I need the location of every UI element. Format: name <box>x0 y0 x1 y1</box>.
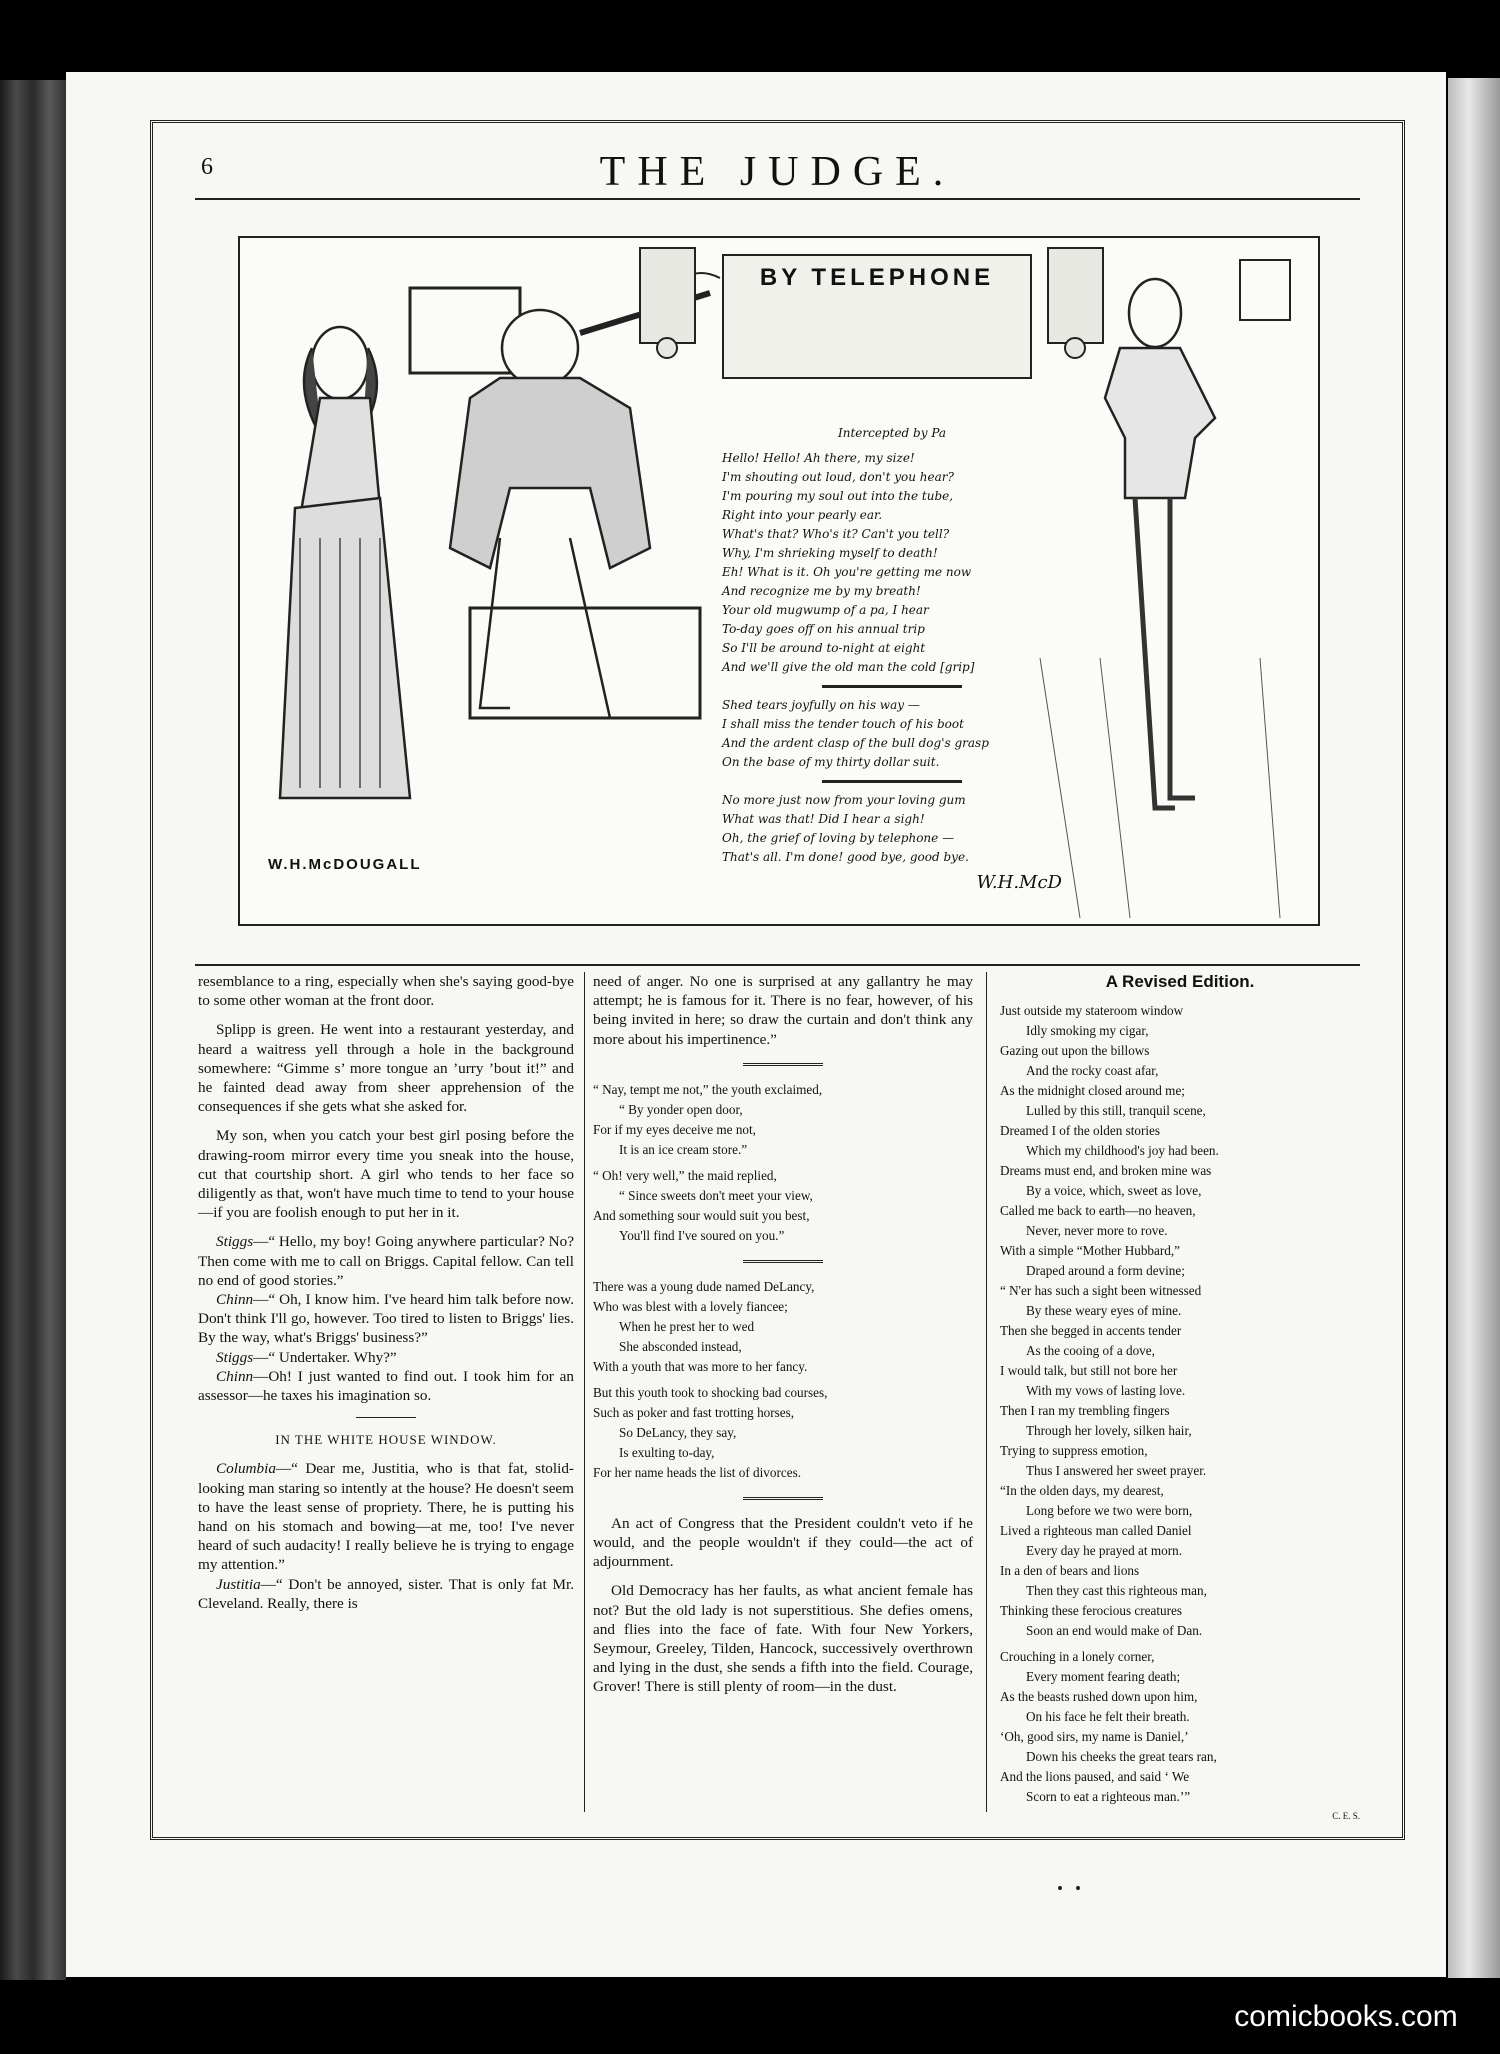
letter-line: Shed tears joyfully on his way — <box>722 698 920 712</box>
letter-line: What's that? Who's it? Can't you tell? <box>722 527 950 541</box>
letter-stanza-3 <box>722 791 1062 867</box>
verse-line: As the midnight closed around me; <box>1000 1083 1185 1099</box>
text-column-2 <box>593 972 973 1707</box>
page-number: 6 <box>201 154 213 180</box>
speck <box>1076 1886 1080 1890</box>
verse-line: Idly smoking my cigar, <box>1026 1023 1149 1039</box>
poem-revised-edition <box>1000 1001 1360 1807</box>
verse-line: Then I ran my trembling fingers <box>1000 1403 1170 1419</box>
floor-lines <box>1040 658 1280 918</box>
dialogue-line <box>198 1348 574 1367</box>
section-divider <box>743 1260 823 1263</box>
handwritten-letter <box>722 424 1062 892</box>
verse-line: By a voice, which, sweet as love, <box>1026 1183 1202 1199</box>
verse-line: On his face he felt their breath. <box>1026 1709 1190 1725</box>
speaker-name: Chinn <box>216 1291 254 1309</box>
verse-line: With my vows of lasting love. <box>1026 1383 1186 1399</box>
verse-line: It is an ice cream store.” <box>619 1141 748 1157</box>
letter-line: And recognize me by my breath! <box>722 584 921 598</box>
verse-line: For her name heads the list of divorces. <box>593 1464 802 1480</box>
verse-line: Just outside my stateroom window <box>1000 1003 1184 1019</box>
verse-line: “ Since sweets don't meet your view, <box>619 1187 813 1203</box>
verse-line: By these weary eyes of mine. <box>1026 1303 1182 1319</box>
speaker-name: Columbia <box>216 1460 276 1478</box>
verse-line: Then they cast this righteous man, <box>1026 1583 1207 1599</box>
verse-line: For if my eyes deceive me not, <box>593 1121 756 1137</box>
verse-line: There was a young dude named DeLancy, <box>593 1278 815 1294</box>
verse-line: “ N'er has such a sight been witnessed <box>1000 1283 1202 1299</box>
letter-signature: W.H.McD <box>976 872 1062 893</box>
text-column-1 <box>198 972 574 1623</box>
letter-line: Hello! Hello! Ah there, my size! <box>722 451 915 465</box>
verse-line: And something sour would suit you best, <box>593 1207 810 1223</box>
letter-line: On the base of my thirty dollar suit. <box>722 755 940 769</box>
poem-initials: C. E. S. <box>1332 1811 1360 1822</box>
verse-line: Which my childhood's joy had been. <box>1026 1143 1219 1159</box>
letter-line: Right into your pearly ear. <box>722 508 883 522</box>
verse-line: In a den of bears and lions <box>1000 1563 1140 1579</box>
verse-line: As the cooing of a dove, <box>1026 1343 1155 1359</box>
verse-line: But this youth took to shocking bad courses, <box>593 1384 828 1400</box>
masthead-title: THE JUDGE. <box>599 149 956 195</box>
watermark-label: comicbooks.com <box>1230 1994 1462 2040</box>
verse-line: Long before we two were born, <box>1026 1503 1193 1519</box>
verse-line: Gazing out upon the billows <box>1000 1043 1150 1059</box>
dialogue-line <box>198 1232 574 1290</box>
section-heading: IN THE WHITE HOUSE WINDOW. <box>275 1432 497 1448</box>
verse-line: Draped around a form devine; <box>1026 1263 1185 1279</box>
letter-line: No more just now from your loving gum <box>722 793 966 807</box>
paragraph: Old Democracy has her faults, as what ancient female has not? But the old lady is not superstitious. She defies omens, and flies into the face of fate. With four New Yorkers, Seymour, Greeley, Tilden, Hancock, successively overthrown and lying in the dust, she sends a fifth into the field. Courage, Grover! There is still plenty of room—in the dust. <box>593 1582 973 1696</box>
verse-line: With a simple “Mother Hubbard,” <box>1000 1243 1181 1259</box>
verse-line: “ Nay, tempt me not,” the youth exclaimed, <box>593 1081 823 1097</box>
verse-line: “In the olden days, my dearest, <box>1000 1483 1164 1499</box>
speech-text: —“ Don't be annoyed, sister. That is only fat Mr. Cleveland. Really, there is <box>198 1575 574 1612</box>
verse-line: Dreams must end, and broken mine was <box>1000 1163 1212 1179</box>
dialogue-line <box>198 1575 574 1613</box>
verse-line: And the lions paused, and said ‘ We <box>1000 1769 1190 1785</box>
speaker-name: Stiggs <box>216 1348 254 1366</box>
verse-line: She absconded instead, <box>619 1338 742 1354</box>
letter-line: I shall miss the tender touch of his boot <box>722 717 964 731</box>
speech-text: —“ Undertaker. Why?” <box>253 1348 397 1366</box>
verse-line: Thus I answered her sweet prayer. <box>1026 1463 1207 1479</box>
paragraph: My son, when you catch your best girl posing before the drawing-room mirror every time you sneak into the house, cut that courtship short. A girl who tends to her face so diligently as that, won't have much time to tend to your house—if you are foolish enough to put her in it. <box>198 1127 574 1222</box>
dialogue-line <box>198 1367 574 1405</box>
letter-line: Eh! What is it. Oh you're getting me now <box>722 565 972 579</box>
telephone-banner <box>722 254 1032 379</box>
banner-title: BY TELEPHONE <box>759 264 995 291</box>
letter-line: So I'll be around to-night at eight <box>722 641 926 655</box>
dialogue-line <box>198 1459 574 1574</box>
verse-line: Then she begged in accents tender <box>1000 1323 1182 1339</box>
letter-line: To-day goes off on his annual trip <box>722 622 925 636</box>
speech-text: —Oh! I just wanted to find out. I took him for an assessor—he taxes his imagination so. <box>198 1367 574 1405</box>
verse-line: Lived a righteous man called Daniel <box>1000 1523 1192 1539</box>
letter-line: I'm shouting out loud, don't you hear? <box>722 470 954 484</box>
letter-line: And the ardent clasp of the bull dog's grasp <box>722 736 989 750</box>
poem-title: A Revised Edition. <box>1105 972 1255 991</box>
woman-figure <box>280 327 410 798</box>
verse-line: I would talk, but still not bore her <box>1000 1363 1178 1379</box>
verse-line: So DeLancy, they say, <box>619 1424 737 1440</box>
verse-line: Dreamed I of the olden stories <box>1000 1123 1161 1139</box>
verse-line: Called me back to earth—no heaven, <box>1000 1203 1196 1219</box>
verse-line: Down his cheeks the great tears ran, <box>1026 1749 1217 1765</box>
verse-line: Who was blest with a lovely fiancee; <box>593 1298 788 1314</box>
cartoon-illustration <box>238 236 1320 926</box>
section-divider <box>743 1063 823 1066</box>
page-header <box>195 148 1360 200</box>
letter-line: Why, I'm shrieking myself to death! <box>722 546 938 560</box>
letter-line: And we'll give the old man the cold [grip] <box>722 660 975 674</box>
letter-line: What was that! Did I hear a sigh! <box>722 812 925 826</box>
dialogue-line <box>198 1290 574 1348</box>
verse-line: Every moment fearing death; <box>1026 1669 1181 1685</box>
speech-text: —“ Hello, my boy! Going anywhere particular? No? Then come with me to call on Briggs. Capital fellow. Can tell no end of good stories.” <box>198 1233 574 1289</box>
verse-line: And the rocky coast afar, <box>1026 1063 1159 1079</box>
verse-line: Every day he prayed at morn. <box>1026 1543 1182 1559</box>
verse-line: ‘Oh, good sirs, my name is Daniel,’ <box>1000 1729 1189 1745</box>
column-divider <box>584 972 585 1812</box>
letter-divider <box>822 780 962 783</box>
letter-divider <box>822 685 962 688</box>
verse-line: As the beasts rushed down upon him, <box>1000 1689 1198 1705</box>
section-divider <box>356 1417 416 1418</box>
verse-line: Through her lovely, silken hair, <box>1026 1423 1192 1439</box>
paragraph: resemblance to a ring, especially when she's saying good-bye to some other woman at the front door. <box>198 973 574 1010</box>
letter-line: Your old mugwump of a pa, I hear <box>722 603 929 617</box>
paragraph: need of anger. No one is surprised at any gallantry he may attempt; he is famous for it. There is no fear, however, of his being invited in here; so draw the curtain and don't think any more about his impertinence.” <box>593 973 973 1048</box>
column-divider <box>986 972 987 1812</box>
text-column-3 <box>1000 972 1360 1836</box>
book-spine-edge <box>0 80 66 1980</box>
speaker-name: Justitia <box>216 1575 261 1593</box>
verse-line: Never, never more to rove. <box>1026 1223 1168 1239</box>
speck <box>1058 1886 1062 1890</box>
letter-stanza-2 <box>722 696 1062 772</box>
section-divider <box>743 1497 823 1500</box>
verse-line: Scorn to eat a righteous man.’” <box>1026 1789 1191 1805</box>
verse-line: With a youth that was more to her fancy. <box>593 1358 808 1374</box>
speech-text: —“ Dear me, Justitia, who is that fat, stolid-looking man staring so intently at the house? He doesn't seem to have the least sense of propriety. There, he is putting his hand on his stomach and bowing—at me, too! I've never heard of such audacity! I really believe he is trying to engage my attention.” <box>198 1460 574 1574</box>
artist-signature: W.H.McDOUGALL <box>268 856 422 873</box>
wall-notice <box>1240 260 1290 320</box>
verse-line: Such as poker and fast trotting horses, <box>593 1404 795 1420</box>
next-page-edge <box>1448 78 1500 1978</box>
letter-line: Oh, the grief of loving by telephone — <box>722 831 955 845</box>
verse-line: When he prest her to wed <box>619 1318 755 1334</box>
letter-title: Intercepted by Pa <box>837 426 947 440</box>
verse-line: Soon an end would make of Dan. <box>1026 1623 1203 1639</box>
verse-line: Thinking these ferocious creatures <box>1000 1603 1182 1619</box>
poem-ice-cream <box>593 1080 973 1246</box>
paragraph: Splipp is green. He went into a restaurant yesterday, and heard a waitress yell through a hole in the background somewhere: “Gimme s’ more tongue an ’urry ’bout it!” and he fainted dead away from sheer apprehension of the consequences if she gets what she asked for. <box>198 1021 574 1116</box>
paragraph: An act of Congress that the President couldn't veto if he would, and the people wouldn't if they could—the act of adjournment. <box>593 1514 973 1571</box>
verse-line: Is exulting to-day, <box>619 1444 715 1460</box>
verse-line: You'll find I've soured on you.” <box>619 1227 785 1243</box>
speaker-name: Chinn <box>216 1367 254 1385</box>
verse-line: “ Oh! very well,” the maid replied, <box>593 1167 777 1183</box>
letter-stanza-1 <box>722 449 1062 677</box>
verse-line: Lulled by this still, tranquil scene, <box>1026 1103 1206 1119</box>
young-man-figure <box>1105 279 1215 808</box>
verse-line: Trying to suppress emotion, <box>1000 1443 1148 1459</box>
verse-line: “ By yonder open door, <box>619 1101 743 1117</box>
letter-line: I'm pouring my soul out into the tube, <box>722 489 954 503</box>
poem-delancy <box>593 1277 973 1483</box>
letter-line: That's all. I'm done! good bye, good bye. <box>722 850 969 864</box>
speech-text: —“ Oh, I know him. I've heard him talk before now. Don't think I'll go, however. Too tired to listen to Briggs' lies. By the way, what's Briggs' business?” <box>198 1291 574 1347</box>
trunk <box>470 608 700 718</box>
illustration-bottom-rule <box>195 964 1360 966</box>
verse-line: Crouching in a lonely corner, <box>1000 1649 1155 1665</box>
speaker-name: Stiggs <box>216 1233 254 1251</box>
